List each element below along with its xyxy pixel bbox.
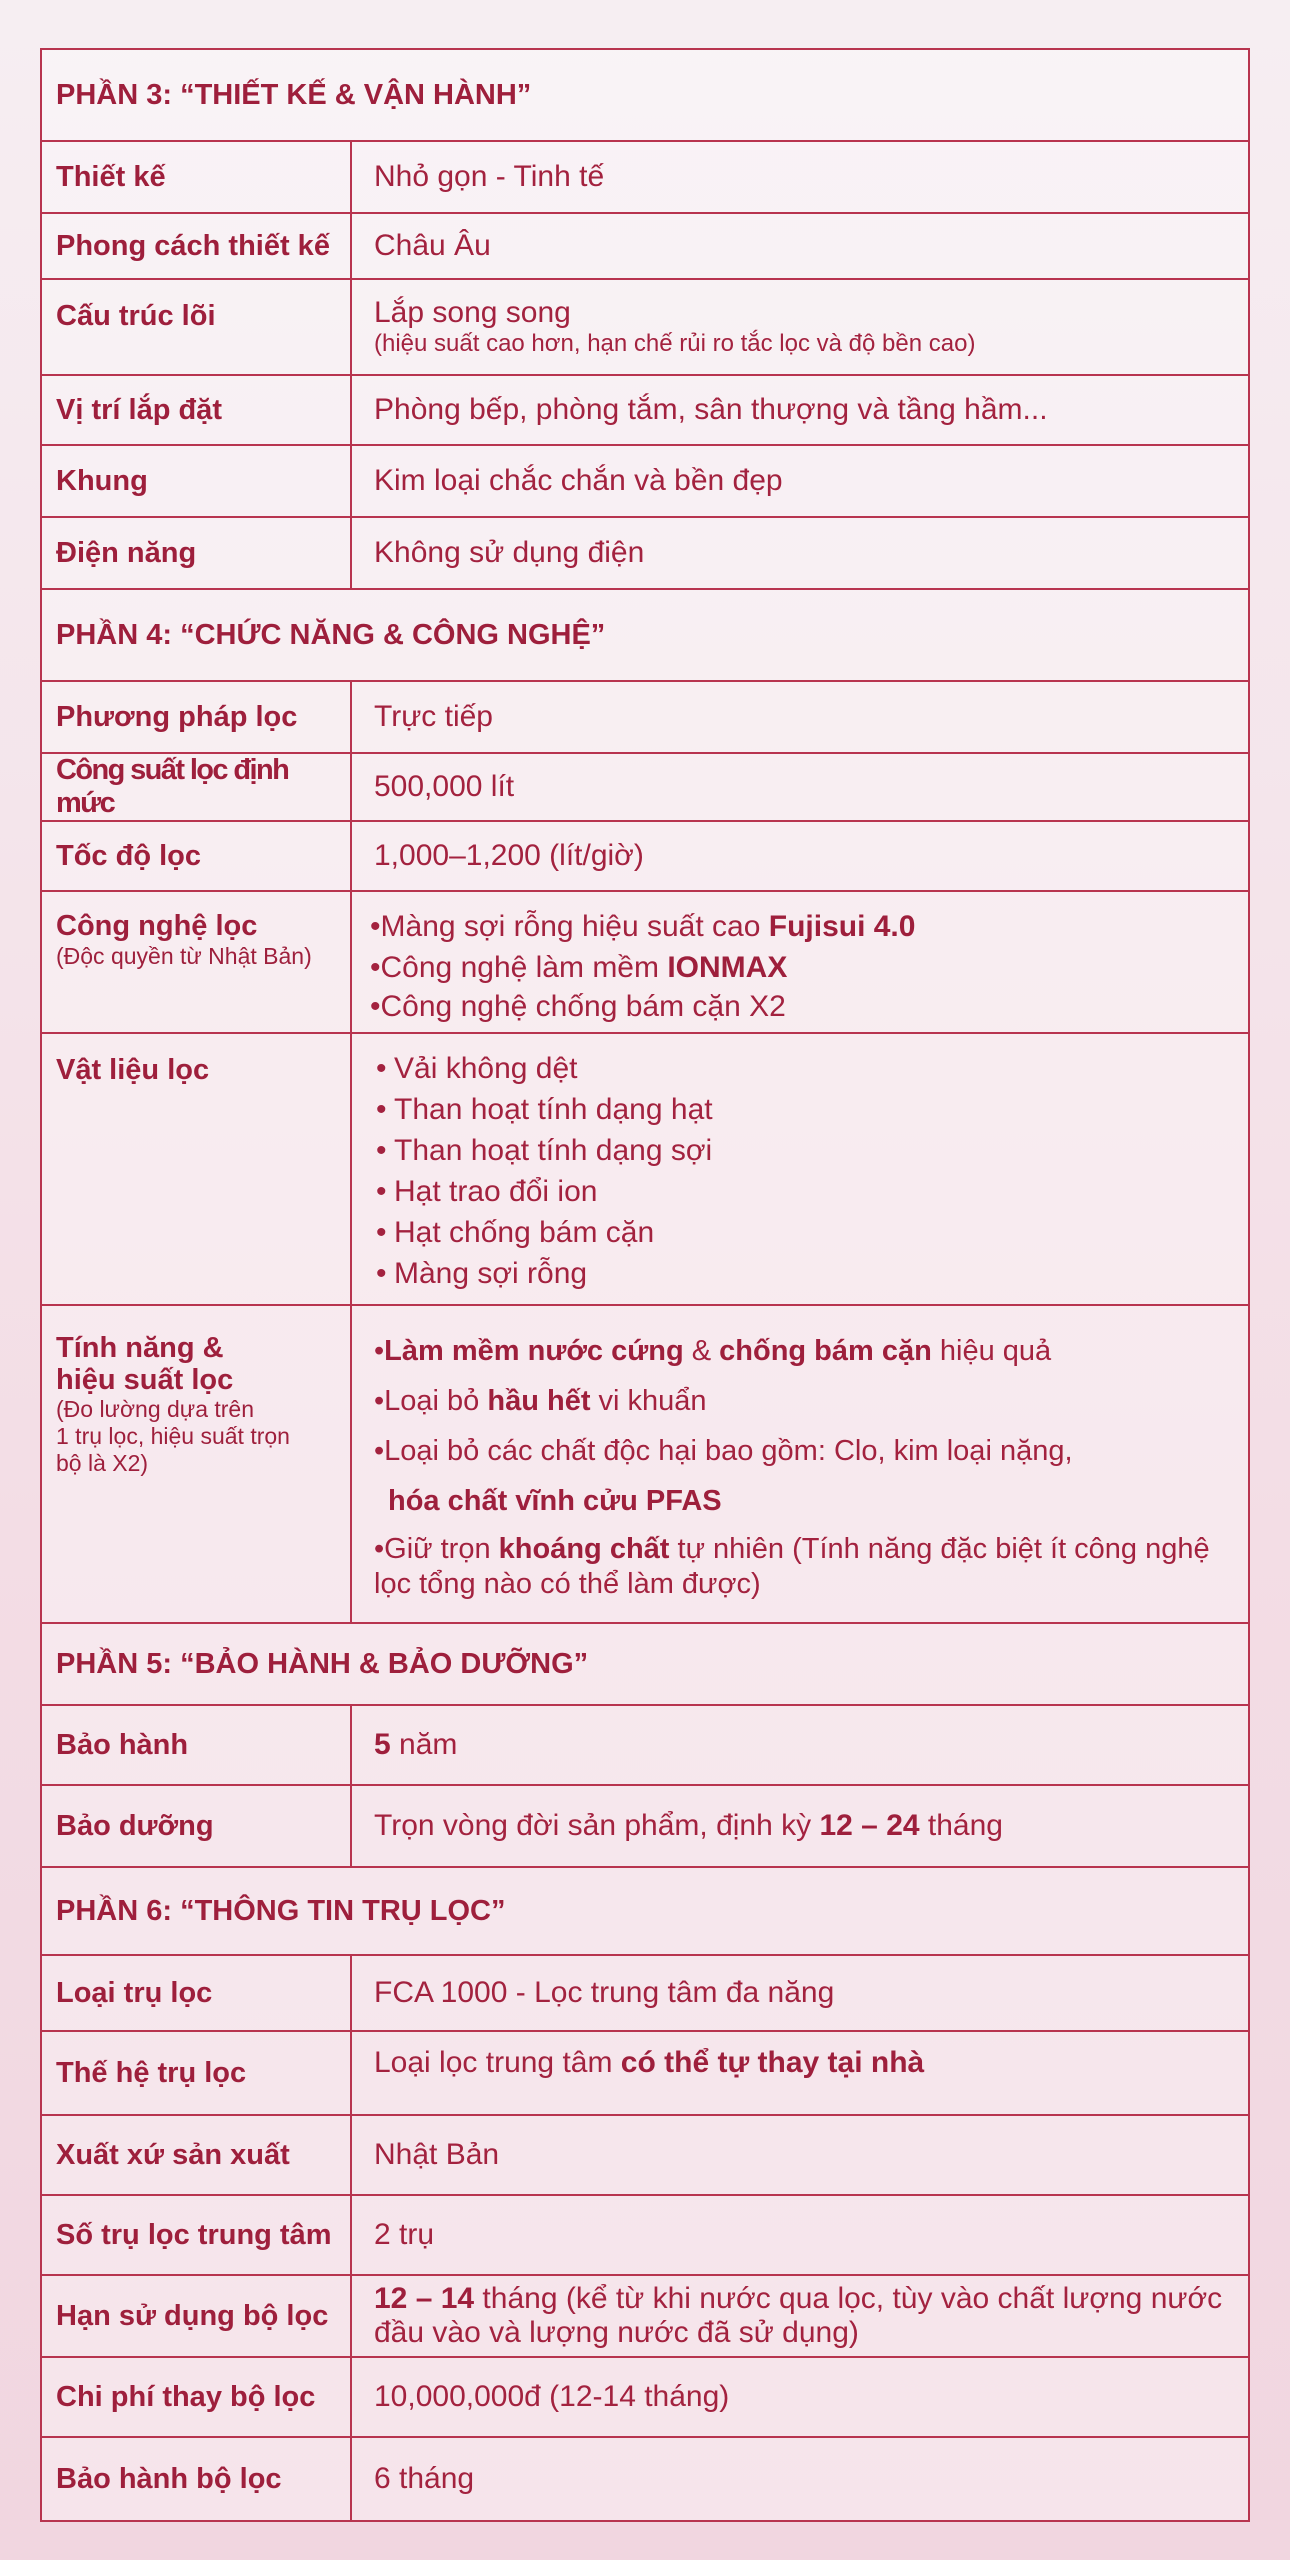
row-value: 5 năm: [374, 1728, 458, 1761]
list-item: • Màng sợi rỗng: [376, 1257, 588, 1290]
table-row: [42, 518, 1248, 590]
row-value: [352, 1034, 1248, 1304]
list-item: •Loại bỏ hầu hết vi khuẩn: [374, 1385, 707, 1417]
row-value: Trọn vòng đời sản phẩm, định kỳ 12 – 24 tháng: [374, 1809, 1003, 1842]
list-item: • Hạt chống bám cặn: [376, 1216, 655, 1249]
table-row: [42, 142, 1248, 214]
row-value: Nhỏ gọn - Tinh tế: [374, 160, 605, 193]
row-label: Chi phí thay bộ lọc: [42, 2358, 352, 2436]
list-item: • Vải không dệt: [376, 1052, 578, 1085]
row-label: Thế hệ trụ lọc: [42, 2032, 352, 2114]
row-label: Tốc độ lọc: [42, 822, 352, 890]
row-label: Vị trí lắp đặt: [42, 376, 352, 444]
table-row: [42, 2116, 1248, 2196]
features-label-2: hiệu suất lọc: [56, 1364, 234, 1396]
row-label: Bảo hành bộ lọc: [42, 2438, 352, 2520]
row-value: 12 – 14 tháng (kể từ khi nước qua lọc, tùy vào chất lượng nước đầu vào và lượng nước đã sử dụng): [374, 2282, 1223, 2349]
list-item: • Than hoạt tính dạng hạt: [376, 1093, 713, 1126]
list-item: • Than hoạt tính dạng sợi: [376, 1134, 713, 1167]
row-label: Thiết kế: [42, 142, 352, 212]
core-structure-note: (hiệu suất cao hơn, hạn chế rủi ro tắc lọc và độ bền cao): [374, 330, 976, 357]
list-item: •Công nghệ chống bám cặn X2: [370, 990, 786, 1023]
list-item: •Loại bỏ các chất độc hại bao gồm: Clo, kim loại nặng,: [374, 1435, 1073, 1467]
row-label: Số trụ lọc trung tâm: [42, 2196, 352, 2274]
row-value: 2 trụ: [374, 2218, 435, 2251]
table-row: [42, 2196, 1248, 2276]
table-row: [42, 1706, 1248, 1786]
row-label: Loại trụ lọc: [42, 1956, 352, 2030]
table-row: [42, 2358, 1248, 2438]
list-item: • Hạt trao đổi ion: [376, 1175, 598, 1208]
features-sub-1: (Đo lường dựa trên: [56, 1396, 255, 1422]
spec-table: [40, 48, 1250, 2522]
row-label: Bảo hành: [42, 1706, 352, 1784]
row-value: Trực tiếp: [374, 700, 493, 733]
filter-tech-sub: (Độc quyền từ Nhật Bản): [56, 943, 312, 969]
row-label: Khung: [42, 446, 352, 516]
table-row: [42, 1306, 1248, 1624]
row-label: [42, 754, 352, 820]
row-value: [352, 280, 1248, 374]
row-label: [42, 1306, 352, 1622]
row-label: Vật liệu lọc: [42, 1034, 352, 1304]
table-row: [42, 682, 1248, 754]
table-row: [42, 1034, 1248, 1306]
row-value: Nhật Bản: [374, 2138, 500, 2171]
row-label: Phong cách thiết kế: [42, 214, 352, 278]
features-label-1: Tính năng &: [56, 1332, 224, 1364]
row-value: 1,000–1,200 (lít/giờ): [374, 839, 644, 872]
list-item: •Công nghệ làm mềm IONMAX: [370, 951, 788, 984]
row-label: Cấu trúc lõi: [42, 280, 352, 374]
features-sub-3: bộ là X2): [56, 1450, 149, 1476]
table-row: [42, 376, 1248, 446]
list-item: •Màng sợi rỗng hiệu suất cao Fujisui 4.0: [370, 910, 916, 943]
row-value: FCA 1000 - Lọc trung tâm đa năng: [374, 1976, 835, 2009]
table-row: [42, 754, 1248, 822]
table-row: [42, 446, 1248, 518]
row-label: Điện năng: [42, 518, 352, 588]
row-label: Bảo dưỡng: [42, 1786, 352, 1866]
section-title-filter-info: PHẦN 6: “THÔNG TIN TRỤ LỌC”: [42, 1868, 1248, 1956]
table-row: [42, 1956, 1248, 2032]
section-title-design: PHẦN 3: “THIẾT KẾ & VẬN HÀNH”: [42, 50, 1248, 142]
filter-tech-label: Công nghệ lọc: [56, 910, 258, 942]
row-value: 10,000,000đ (12-14 tháng): [374, 2380, 730, 2413]
table-row: [42, 892, 1248, 1034]
row-value: Loại lọc trung tâm có thể tự thay tại nhà: [374, 2046, 925, 2079]
row-label: [42, 892, 352, 1032]
row-label: Hạn sử dụng bộ lọc: [42, 2276, 352, 2356]
row-value: Châu Âu: [374, 229, 491, 262]
table-row: [42, 1786, 1248, 1868]
row-label: Phương pháp lọc: [42, 682, 352, 752]
table-row: [42, 2438, 1248, 2520]
list-item-continued: hóa chất vĩnh cửu PFAS: [388, 1485, 722, 1517]
list-item: •Giữ trọn khoáng chất tự nhiên (Tính năng đặc biệt ít công nghệ lọc tổng nào có thể làm được): [374, 1533, 1210, 1600]
table-row: [42, 214, 1248, 280]
core-structure-value: Lắp song song: [374, 296, 571, 329]
section-title-function: PHẦN 4: “CHỨC NĂNG & CÔNG NGHỆ”: [42, 590, 1248, 682]
row-value: Kim loại chắc chắn và bền đẹp: [374, 464, 783, 497]
table-row: [42, 2276, 1248, 2358]
row-value: 500,000 lít: [374, 770, 515, 803]
list-item: •Làm mềm nước cứng & chống bám cặn hiệu quả: [374, 1335, 1052, 1367]
table-row: [42, 2032, 1248, 2116]
row-label: Xuất xứ sản xuất: [42, 2116, 352, 2194]
table-row: [42, 822, 1248, 892]
section-title-warranty: PHẦN 5: “BẢO HÀNH & BẢO DƯỠNG”: [42, 1624, 1248, 1706]
row-value: 6 tháng: [374, 2462, 475, 2495]
table-row: [42, 280, 1248, 376]
row-value: Không sử dụng điện: [374, 536, 645, 569]
capacity-label: Công suất lọc định mức: [56, 754, 289, 819]
row-value: Phòng bếp, phòng tắm, sân thượng và tầng hầm...: [374, 393, 1048, 426]
row-value: [352, 892, 1248, 1032]
row-value: [352, 1306, 1248, 1622]
features-sub-2: 1 trụ lọc, hiệu suất trọn: [56, 1423, 290, 1449]
